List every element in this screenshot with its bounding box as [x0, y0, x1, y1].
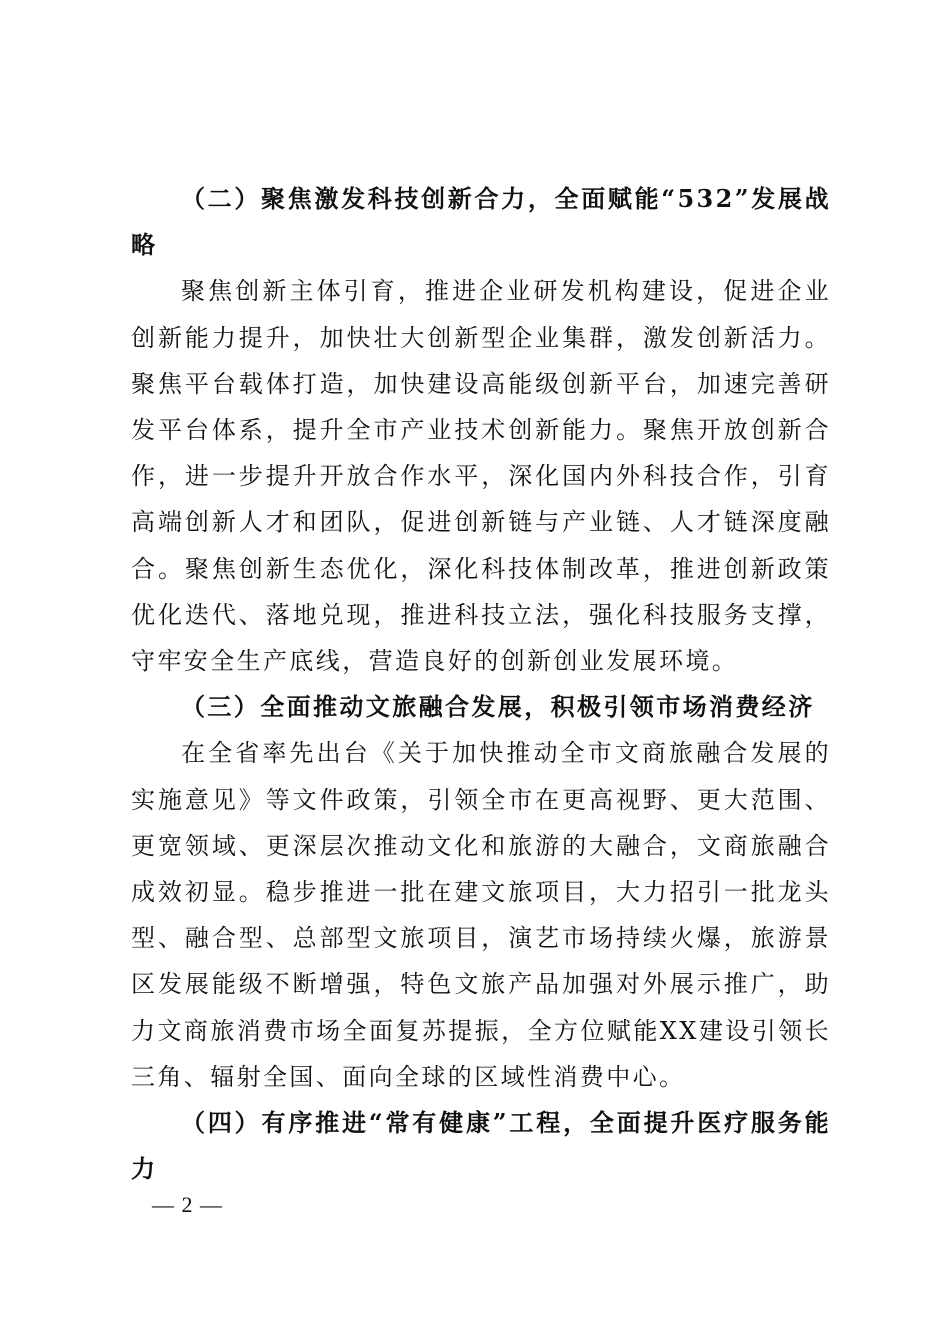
- section-paragraph-2: 聚焦创新主体引育，推进企业研发机构建设，促进企业创新能力提升，加快壮大创新型企业集群，激发创新活力。聚焦平台载体打造，加快建设高能级创新平台，加速完善研发平台体系，提升全市产业技术创新能力。聚焦开放创新合作，进一步提升开放合作水平，深化国内外科技合作，引育高端创新人才和团队，促进创新链与产业链、人才链深度融合。聚焦创新生态优化，深化科技体制改革，推进创新政策优化迭代、落地兑现，推进科技立法，强化科技服务支撑，守牢安全生产底线，营造良好的创新创业发展环境。: [131, 277, 831, 676]
- section-heading-4: （四）有序推进“常有健康”工程，全面提升医疗服务能力: [131, 1108, 831, 1184]
- document-body: [131, 176, 831, 1192]
- section-heading-2: （二）聚焦激发科技创新合力，全面赋能“532”发展战略: [131, 184, 831, 260]
- page-number: — 2 —: [152, 1192, 223, 1217]
- section-heading-3: （三）全面推动文旅融合发展，积极引领市场消费经济: [181, 692, 815, 722]
- section-paragraph-3: 在全省率先出台《关于加快推动全市文商旅融合发展的实施意见》等文件政策，引领全市在更高视野、更大范围、更宽领域、更深层次推动文化和旅游的大融合，文商旅融合成效初显。稳步推进一批在建文旅项目，大力招引一批龙头型、融合型、总部型文旅项目，演艺市场持续火爆，旅游景区发展能级不断增强，特色文旅产品加强对外展示推广，助力文商旅消费市场全面复苏提振，全方位赋能XX建设引领长三角、辐射全国、面向全球的区域性消费中心。: [131, 739, 831, 1091]
